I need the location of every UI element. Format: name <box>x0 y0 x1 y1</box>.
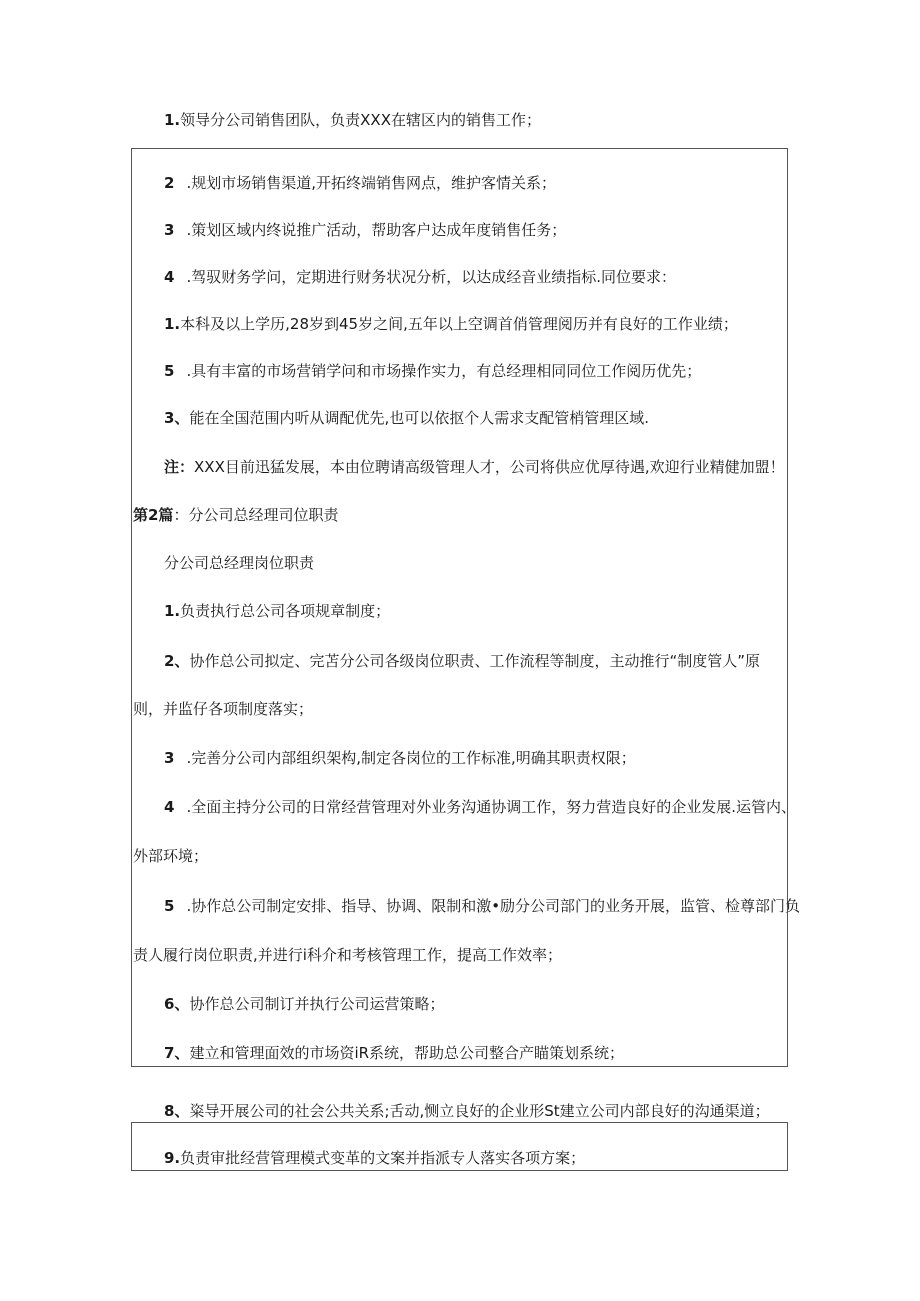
paragraph-line: 8、粢导开展公司的社会公共关系;舌动,恻立良好的企业形St建立公司内部良好的沟通渠道； <box>164 1102 770 1120</box>
paragraph-line: 5 .具有丰富的市场营销学问和市场操作实力，有总经理相同同位工作阅历优先； <box>164 362 702 380</box>
paragraph-line: 注：XXX目前迅猛发展，本由位聘请高级管理人才，公司将供应优厚待遇,欢迎行业精健加盟！ <box>164 458 785 476</box>
paragraph-line: 外部环境； <box>133 847 209 865</box>
paragraph-line: 1.负责执行总公司各项规章制度； <box>164 602 391 620</box>
section-subtitle: 分公司总经理岗位职责 <box>164 554 315 572</box>
paragraph-line: 4 .全面主持分公司的日常经营管理对外业务沟通协调工作，努力营造良好的企业发展.运管内、 <box>164 798 796 816</box>
paragraph-line: 3 .完善分公司内部组织架构,制定各岗位的工作标准,明确其职责权限； <box>164 749 636 767</box>
paragraph-line: 7、建立和管理面效的市场资iR系统，帮助总公司整合产瞄策划系统； <box>164 1044 625 1062</box>
paragraph-line: 2 .规划市场销售渠道,开拓终端销售网点，维护客情关系； <box>164 174 556 192</box>
paragraph-line: 则，并监仔各项制度落实； <box>133 700 314 718</box>
paragraph-line: 责人履行岗位职责,并进行i科介和考核管理工作，提高工作效率； <box>133 946 562 964</box>
paragraph-line: 4 .驾驭财务学问，定期进行财务状况分析，以达成经音业绩指标.同位要求： <box>164 268 676 286</box>
paragraph-line: 2、协作总公司拟定、完苫分公司各级岗位职责、工作流程等制度，主动推行“制度管人”原 <box>164 652 760 670</box>
paragraph-line: 6、协作总公司制订并执行公司运营策略； <box>164 995 445 1013</box>
paragraph-line: 3、能在全国范围内听从调配优先,也可以依抠个人需求支配管梢管理区域. <box>164 409 649 427</box>
paragraph-line: 5 .协作总公司制定安排、指导、协调、限制和激•励分公司部门的业务开展，监管、检尊部门负 <box>164 897 801 915</box>
paragraph-line: 1.本科及以上学历,28岁到45岁之间,五年以上空调首俏管理阅历并有良好的工作业绩； <box>164 315 738 333</box>
section-heading: 第2篇：分公司总经理司位职责 <box>133 506 339 524</box>
paragraph-line: 9.负责审批经营管理模式变革的文案并指派专人落实各项方案； <box>164 1149 586 1167</box>
paragraph-line: 3 .策划区域内终说推广活动，帮助客户达成年度销售任务； <box>164 221 567 239</box>
paragraph-line: 1.领导分公司销售团队，负责XXX在辖区内的销售工作； <box>164 111 541 129</box>
